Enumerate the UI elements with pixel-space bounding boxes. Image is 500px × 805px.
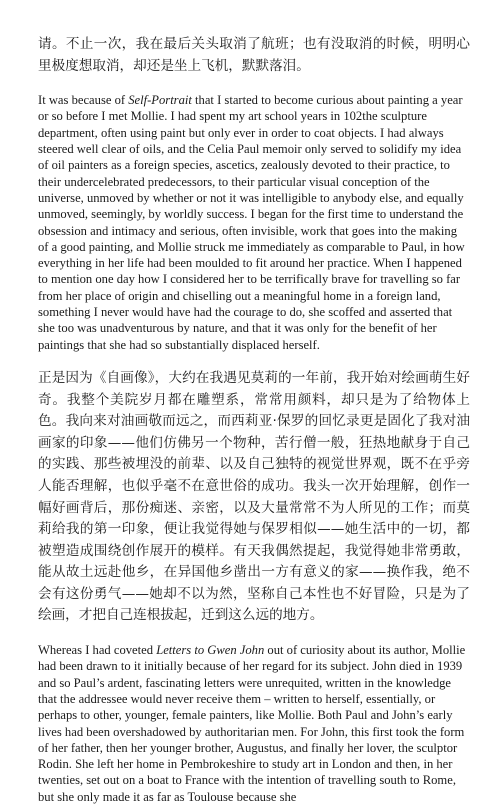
paragraph-english-2-body: out of curiosity about its author, Mollie had been drawn to it initially because of her regard for its subject. John died in 1939 and so Paul’s ardent, fascinating letters were unrequited, written in the knowledge that the addressee would never receive them – written to herself, essentially, or perhaps to other, younger, female painters, like Mollie. Both Paul and John’s early lives had been overshadowed by authoritarian men. For John, this first took the form of her father, then her younger brother, Augustus, and finally her lover, the sculptor Rodin. She left her home in Pembrokeshire to study art in London and then, in her twenties, set out on a boat to France with the intention of travelling south to Rome, but she only made it as far as Toulouse because she — [38, 643, 466, 804]
paragraph-english-1-body: that I started to become curious about painting a year or so before I met Mollie. I had spent my art school years in 102the sculpture department, often using paint but only ever in order to coat objects. I had always steered well clear of oils, and the Celia Paul memoir only served to solidify my idea of oil painters as a foreign species, ascetics, zealously devoted to their practice, to their undercelebrated predecessors, to their particular visual conception of the universe, unmoved by whether or not it was intelligible to anybody else, and equally unmoved, seemingly, by worldly success. I began for the first time to understand the obsession and intimacy and serious, often invisible, work that goes into the making of a good painting, and Mollie struck me immediately as comparable to Paul, in how everything in her life had been moulded to fit around her practice. When I happened to mention one day how I considered her to be terrifically brave for travelling so far from her place of origin and chiselling out a meaningful home in a foreign land, something I never would have had the courage to do, she scoffed and asserted that she too was unadventurous by nature, and that it was only for the benefit of her paintings that she had so substantially displaced herself. — [38, 93, 465, 352]
book-title-self-portrait: Self-Portrait — [128, 93, 192, 108]
paragraph-english-2-lead: Whereas I had coveted — [38, 643, 157, 658]
paragraph-chinese-1: 请。不止一次，我在最后关头取消了航班；也有没取消的时候，明明心里极度想取消，却还是坐上飞机，默默落泪。 — [38, 36, 470, 74]
book-title-letters-to-gwen-john: Letters to Gwen John — [156, 643, 265, 658]
paragraph-english-1 — [38, 92, 470, 353]
paragraph-english-1-lead: It was because of — [38, 93, 129, 108]
paragraph-chinese-2: 正是因为《自画像》，大约在我遇见莫莉的一年前，我开始对绘画萌生好奇。我整个美院岁月都在雕塑系，常常用颜料，却只是为了给物体上色。我向来对油画敬而远之，而西莉亚·保罗的回忆录更是固化了我对油画家的印象——他们仿佛另一个物种，苦行僧一般，狂热地献身于自己的实践、那些被埋没的前辈、以及自己独特的视觉世界观，既不在乎旁人能否理解，也似乎毫不在意世俗的成功。我头一次开始理解，创作一幅好画背后，那份痴迷、亲密，以及大量常常不为人所见的工作；而莫莉给我的第一印象，便让我觉得她与保罗相似——她生活中的一切，都被塑造成围绕创作展开的模样。有天我偶然提起，我觉得她非常勇敢，能从故土远赴他乡，在异国他乡凿出一方有意义的家——换作我，绝不会有这份勇气——她却不以为然，坚称自己本性也不好冒险，只是为了绘画，才把自己连根拔起，迁到这么远的地方。 — [38, 369, 470, 624]
paragraph-english-2 — [38, 642, 470, 805]
